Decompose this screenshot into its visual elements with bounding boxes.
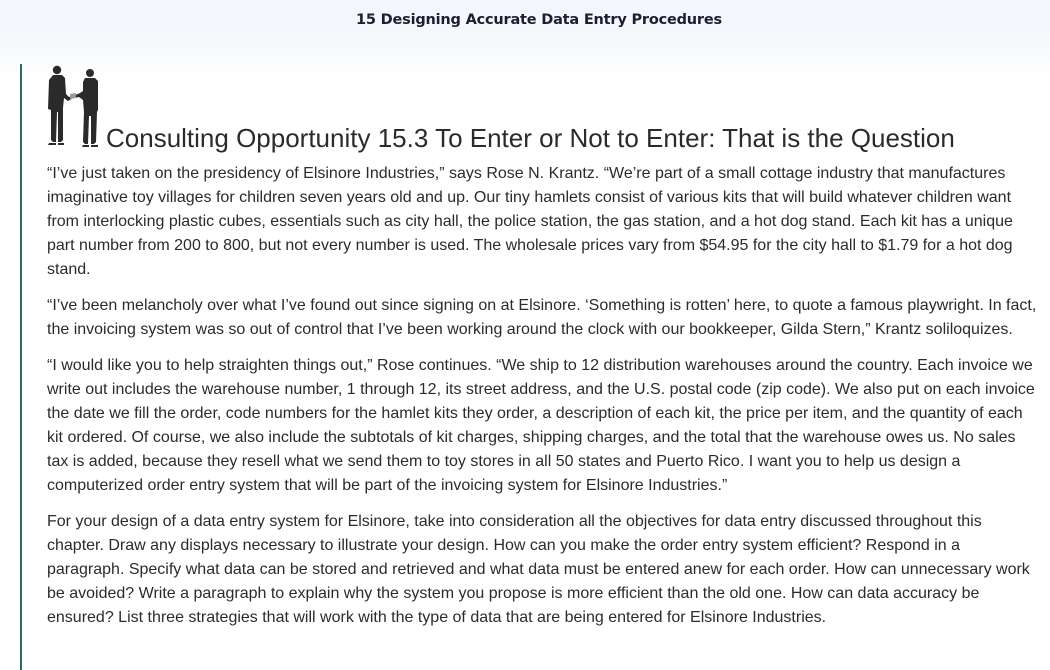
two-businessmen-talking-icon <box>45 64 101 148</box>
sidebar-rule <box>20 64 22 670</box>
header-fade <box>0 64 1050 80</box>
body-text <box>47 162 1037 642</box>
paragraph-3: “I would like you to help straighten things out,” Rose continues. “We ship to 12 distribution warehouses around the country. Each invoice we write out includes the warehouse number, 1 through 12, its street address, and the U.S. postal code (zip code). We also put on each invoice the date we fill the order, code numbers for the hamlet kits they order, a description of each kit, the price per item, and the quantity of each kit ordered. Of course, we also include the subtotals of kit charges, shipping charges, and the total that the warehouse owes us. No sales tax is added, because they resell what we send them to toy stores in all 50 states and Puerto Rico. I want you to help us design a computerized order entry system that will be part of the invoicing system for Elsinore Industries.” <box>47 357 1035 494</box>
paragraph-4: For your design of a data entry system for Elsinore, take into consideration all the objectives for data entry discussed throughout this chapter. Draw any displays necessary to illustrate your design. How can you make the order entry system efficient? Respond in a paragraph. Specify what data can be stored and retrieved and what data must be entered anew for each order. How can unnecessary work be avoided? Write a paragraph to explain why the system you propose is more efficient than the old one. How can data accuracy be ensured? List three strategies that will work with the type of data that are being entered for Elsinore Industries. <box>47 513 1030 626</box>
paragraph-2: “I’ve been melancholy over what I’ve found out since signing on at Elsinore. ‘Something is rotten’ here, to quote a famous playwright. In fact, the invoicing system was so out of control that I’ve been working around the clock with our bookkeeper, Gilda Stern,” Krantz soliloquizes. <box>47 297 1037 338</box>
paragraph-1: “I’ve just taken on the presidency of Elsinore Industries,” says Rose N. Krantz. “We’re part of a small cottage industry that manufactures imaginative toy villages for children seven years old and up. Our tiny hamlets consist of various kits that will build whatever children want from interlocking plastic cubes, essentials such as city hall, the police station, the gas station, and a hot dog stand. Each kit has a unique part number from 200 to 800, but not every number is used. The wholesale prices vary from $54.95 for the city hall to $1.79 for a hot dog stand. <box>47 165 1013 278</box>
chapter-header <box>0 0 1050 64</box>
section-heading: Consulting Opportunity 15.3 To Enter or Not to Enter: That is the Question <box>106 123 955 153</box>
chapter-title: 15 Designing Accurate Data Entry Procedures <box>356 12 722 28</box>
